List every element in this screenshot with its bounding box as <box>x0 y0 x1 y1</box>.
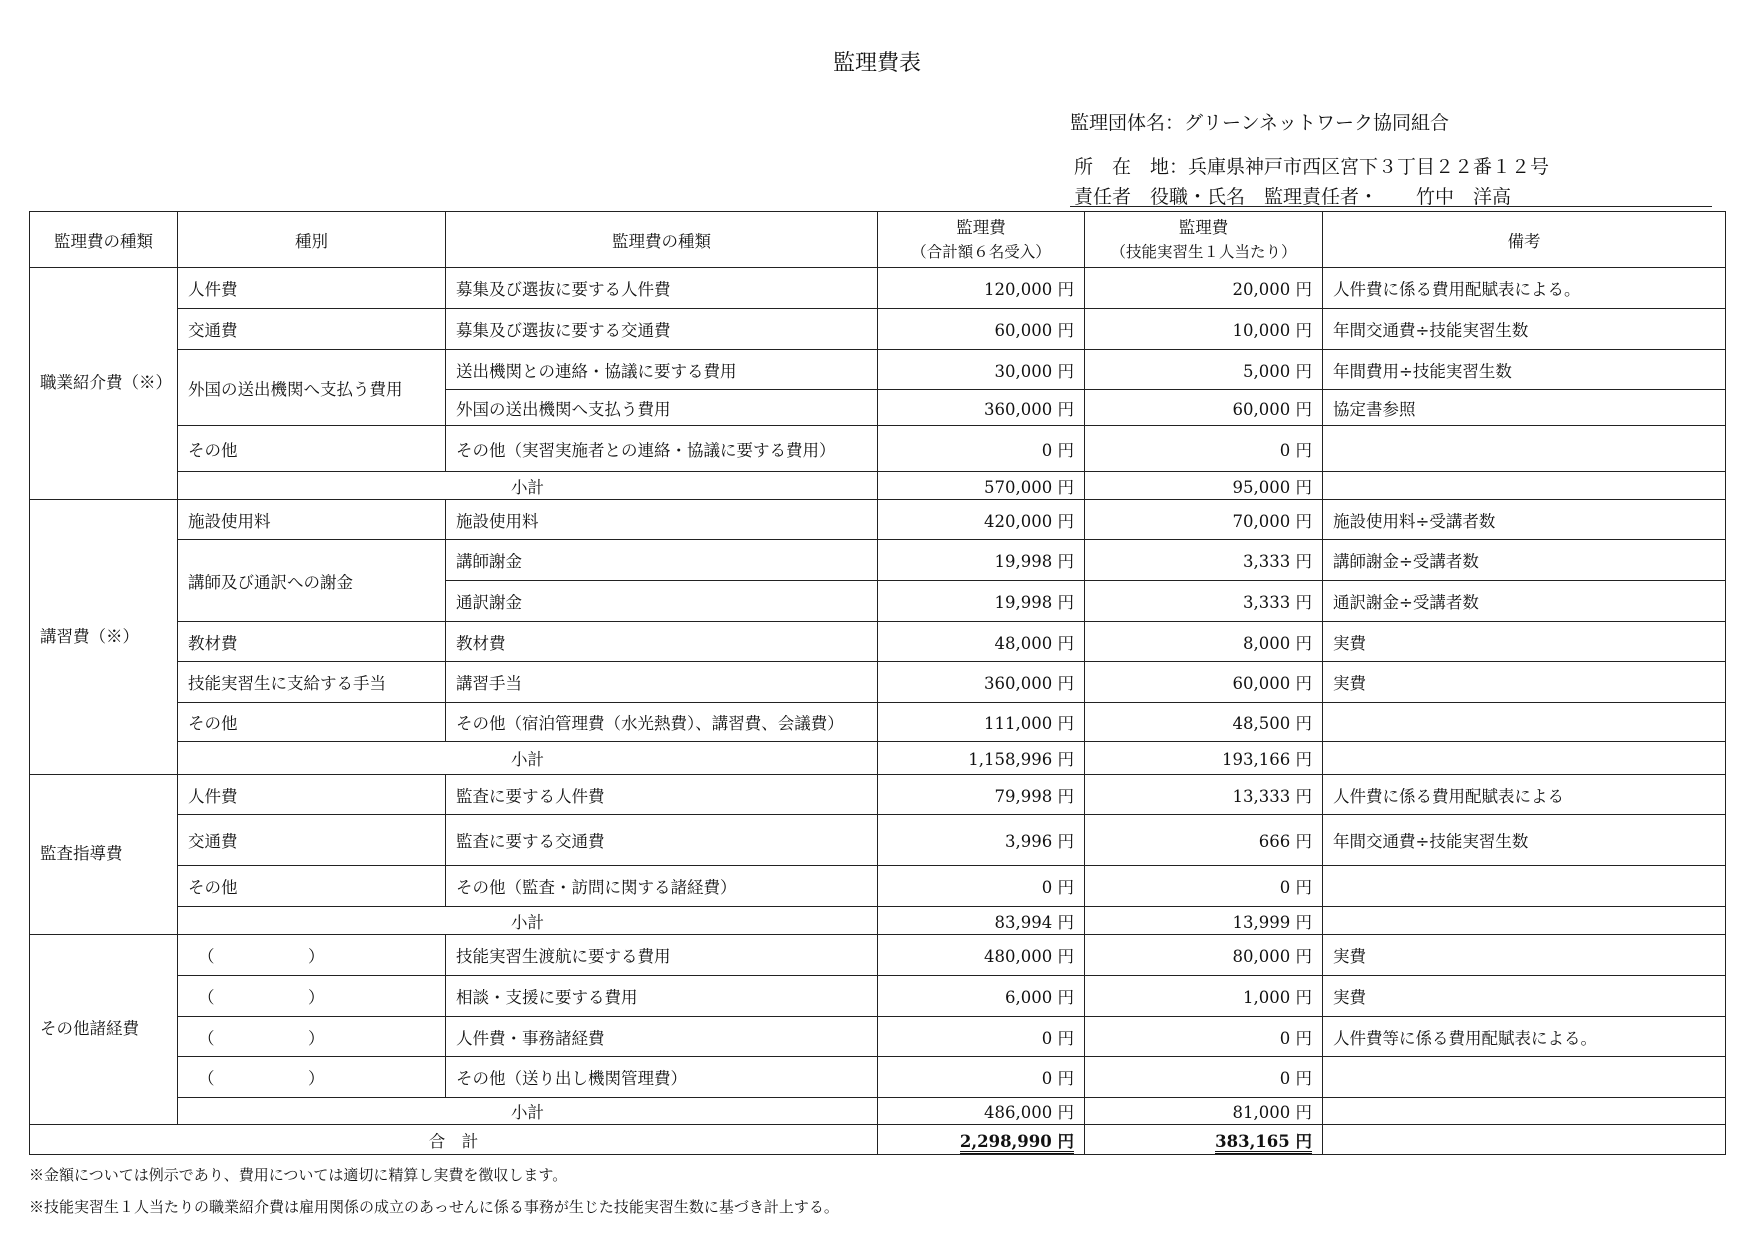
header-per <box>1085 212 1323 268</box>
header-underline <box>1070 206 1712 207</box>
row-type-paren <box>178 1017 446 1057</box>
row-total: 360,000 円 <box>878 390 1085 426</box>
row-remarks: 人件費等に係る費用配賦表による。 <box>1323 1017 1726 1057</box>
subtotal-remarks <box>1323 907 1726 935</box>
table-row <box>30 500 1726 540</box>
row-total: 19,998 円 <box>878 540 1085 581</box>
row-type: 人件費 <box>178 775 446 815</box>
table-header-row <box>30 212 1726 268</box>
row-item: 監査に要する交通費 <box>446 815 878 866</box>
subtotal-remarks <box>1323 1098 1726 1125</box>
row-per: 20,000 円 <box>1085 268 1323 309</box>
row-remarks: 人件費に係る費用配賦表による <box>1323 775 1726 815</box>
grand-remarks <box>1323 1125 1726 1155</box>
row-item: 講師謝金 <box>446 540 878 581</box>
row-per: 5,000 円 <box>1085 350 1323 390</box>
row-total: 30,000 円 <box>878 350 1085 390</box>
row-remarks: 年間交通費÷技能実習生数 <box>1323 309 1726 350</box>
subtotal-row <box>30 472 1726 500</box>
grand-total-label: 合 計 <box>30 1125 878 1155</box>
document-title: 監理費表 <box>832 51 921 76</box>
subtotal-remarks <box>1323 472 1726 500</box>
header-total-line1: 監理費 <box>956 217 1006 237</box>
row-type: 外国の送出機関へ支払う費用 <box>178 350 446 426</box>
subtotal-total: 486,000 円 <box>878 1098 1085 1125</box>
row-item: 人件費・事務諸経費 <box>446 1017 878 1057</box>
row-item: 教材費 <box>446 622 878 662</box>
subtotal-remarks <box>1323 742 1726 775</box>
section-category: 監査指導費 <box>30 775 178 935</box>
grand-per-value: 383,165 円 <box>1215 1132 1312 1154</box>
section-category: その他諸経費 <box>30 935 178 1125</box>
row-total: 360,000 円 <box>878 662 1085 703</box>
row-item: 募集及び選抜に要する交通費 <box>446 309 878 350</box>
paren-close: ） <box>308 947 325 966</box>
row-remarks: 施設使用料÷受講者数 <box>1323 500 1726 540</box>
paren-open: （ <box>198 947 215 966</box>
table-row <box>30 775 1726 815</box>
grand-total-value: 2,298,990 円 <box>960 1132 1074 1154</box>
subtotal-per: 81,000 円 <box>1085 1098 1323 1125</box>
row-per: 48,500 円 <box>1085 703 1323 742</box>
table-row <box>30 866 1726 907</box>
row-remarks: 協定書参照 <box>1323 390 1726 426</box>
table-row <box>30 350 1726 390</box>
row-total: 3,996 円 <box>878 815 1085 866</box>
row-total: 48,000 円 <box>878 622 1085 662</box>
row-item: 講習手当 <box>446 662 878 703</box>
row-per: 666 円 <box>1085 815 1323 866</box>
row-per: 0 円 <box>1085 426 1323 472</box>
header-total <box>878 212 1085 268</box>
subtotal-row <box>30 1098 1726 1125</box>
row-per: 0 円 <box>1085 866 1323 907</box>
row-per: 0 円 <box>1085 1057 1323 1098</box>
row-per: 1,000 円 <box>1085 976 1323 1017</box>
row-item: 施設使用料 <box>446 500 878 540</box>
row-type-paren <box>178 976 446 1017</box>
table-row <box>30 703 1726 742</box>
row-type: 技能実習生に支給する手当 <box>178 662 446 703</box>
row-item: 通訳謝金 <box>446 581 878 622</box>
row-item: その他（実習実施者との連絡・協議に要する費用） <box>446 426 878 472</box>
row-per: 60,000 円 <box>1085 662 1323 703</box>
section-category: 講習費（※） <box>30 500 178 775</box>
row-total: 0 円 <box>878 426 1085 472</box>
header-remarks: 備考 <box>1323 212 1726 268</box>
subtotal-label: 小計 <box>178 1098 878 1125</box>
row-total: 111,000 円 <box>878 703 1085 742</box>
row-per: 80,000 円 <box>1085 935 1323 976</box>
row-type: その他 <box>178 703 446 742</box>
paren-close: ） <box>308 1069 325 1088</box>
row-item: その他（宿泊管理費（水光熱費）、講習費、会議費） <box>446 703 878 742</box>
row-type: その他 <box>178 426 446 472</box>
fee-table <box>29 211 1726 1155</box>
row-per: 60,000 円 <box>1085 390 1323 426</box>
paren-open: （ <box>198 988 215 1007</box>
row-per: 10,000 円 <box>1085 309 1323 350</box>
row-remarks: 講師謝金÷受講者数 <box>1323 540 1726 581</box>
row-remarks: 人件費に係る費用配賦表による。 <box>1323 268 1726 309</box>
header-per-line2: （技能実習生１人当たり） <box>1110 242 1297 261</box>
grand-total-cell <box>878 1125 1085 1155</box>
paren-open: （ <box>198 1069 215 1088</box>
org-address-line: 所 在 地：兵庫県神戸市西区宮下３丁目２２番１２号 <box>1074 156 1550 178</box>
row-remarks: 年間費用÷技能実習生数 <box>1323 350 1726 390</box>
footnote-1: ※金額については例示であり、費用については適切に精算し実費を徴収します。 <box>29 1166 568 1184</box>
row-remarks: 年間交通費÷技能実習生数 <box>1323 815 1726 866</box>
org-responsible-line: 責任者 役職・氏名 監理責任者・ 竹中 洋高 <box>1074 186 1512 208</box>
subtotal-per: 193,166 円 <box>1085 742 1323 775</box>
row-item: 外国の送出機関へ支払う費用 <box>446 390 878 426</box>
table-row <box>30 662 1726 703</box>
row-item: 募集及び選抜に要する人件費 <box>446 268 878 309</box>
row-total: 6,000 円 <box>878 976 1085 1017</box>
row-item: 監査に要する人件費 <box>446 775 878 815</box>
table-row <box>30 540 1726 581</box>
table-row <box>30 268 1726 309</box>
table-row <box>30 1017 1726 1057</box>
row-type: 交通費 <box>178 815 446 866</box>
row-remarks: 実費 <box>1323 935 1726 976</box>
section-category: 職業紹介費（※） <box>30 268 178 500</box>
row-remarks <box>1323 866 1726 907</box>
subtotal-label: 小計 <box>178 907 878 935</box>
row-type-paren <box>178 1057 446 1098</box>
paren-open: （ <box>198 1028 215 1048</box>
header-category: 監理費の種類 <box>30 212 178 268</box>
table-row <box>30 976 1726 1017</box>
row-remarks <box>1323 426 1726 472</box>
subtotal-total: 83,994 円 <box>878 907 1085 935</box>
subtotal-row <box>30 742 1726 775</box>
grand-total-row <box>30 1125 1726 1155</box>
paren-close: ） <box>308 1028 325 1048</box>
table-row <box>30 309 1726 350</box>
row-type: 教材費 <box>178 622 446 662</box>
row-per: 8,000 円 <box>1085 622 1323 662</box>
row-per: 0 円 <box>1085 1017 1323 1057</box>
subtotal-total: 570,000 円 <box>878 472 1085 500</box>
row-item: その他（監査・訪問に関する諸経費） <box>446 866 878 907</box>
row-per: 13,333 円 <box>1085 775 1323 815</box>
row-per: 70,000 円 <box>1085 500 1323 540</box>
row-per: 3,333 円 <box>1085 540 1323 581</box>
subtotal-per: 13,999 円 <box>1085 907 1323 935</box>
table-row <box>30 815 1726 866</box>
header-type: 種別 <box>178 212 446 268</box>
row-remarks: 実費 <box>1323 976 1726 1017</box>
row-total: 0 円 <box>878 866 1085 907</box>
row-total: 0 円 <box>878 1017 1085 1057</box>
row-total: 120,000 円 <box>878 268 1085 309</box>
row-total: 420,000 円 <box>878 500 1085 540</box>
grand-per-cell <box>1085 1125 1323 1155</box>
paren-close: ） <box>308 988 325 1007</box>
row-item: 送出機関との連絡・協議に要する費用 <box>446 350 878 390</box>
row-total: 19,998 円 <box>878 581 1085 622</box>
subtotal-label: 小計 <box>178 742 878 775</box>
header-per-line1: 監理費 <box>1178 217 1229 237</box>
table-row <box>30 935 1726 976</box>
row-total: 79,998 円 <box>878 775 1085 815</box>
subtotal-label: 小計 <box>178 472 878 500</box>
subtotal-per: 95,000 円 <box>1085 472 1323 500</box>
table-row <box>30 1057 1726 1098</box>
row-remarks <box>1323 1057 1726 1098</box>
org-name-line: 監理団体名：グリーンネットワーク協同組合 <box>1070 112 1450 134</box>
row-type-paren <box>178 935 446 976</box>
subtotal-total: 1,158,996 円 <box>878 742 1085 775</box>
row-remarks: 実費 <box>1323 662 1726 703</box>
row-type: 交通費 <box>178 309 446 350</box>
row-type: 人件費 <box>178 268 446 309</box>
row-total: 480,000 円 <box>878 935 1085 976</box>
row-per: 3,333 円 <box>1085 581 1323 622</box>
row-item: 技能実習生渡航に要する費用 <box>446 935 878 976</box>
row-total: 60,000 円 <box>878 309 1085 350</box>
row-type: 講師及び通訳への謝金 <box>178 540 446 622</box>
row-type: その他 <box>178 866 446 907</box>
header-item: 監理費の種類 <box>446 212 878 268</box>
footnote-2: ※技能実習生１人当たりの職業紹介費は雇用関係の成立のあっせんに係る事務が生じた技能実習生数に基づき計上する。 <box>29 1198 839 1216</box>
row-item: その他（送り出し機関管理費） <box>446 1057 878 1098</box>
header-total-line2: （合計額６名受入） <box>911 242 1051 261</box>
row-total: 0 円 <box>878 1057 1085 1098</box>
row-remarks: 通訳謝金÷受講者数 <box>1323 581 1726 622</box>
row-item: 相談・支援に要する費用 <box>446 976 878 1017</box>
subtotal-row <box>30 907 1726 935</box>
row-remarks <box>1323 703 1726 742</box>
row-remarks: 実費 <box>1323 622 1726 662</box>
table-row <box>30 426 1726 472</box>
table-row <box>30 622 1726 662</box>
row-type: 施設使用料 <box>178 500 446 540</box>
